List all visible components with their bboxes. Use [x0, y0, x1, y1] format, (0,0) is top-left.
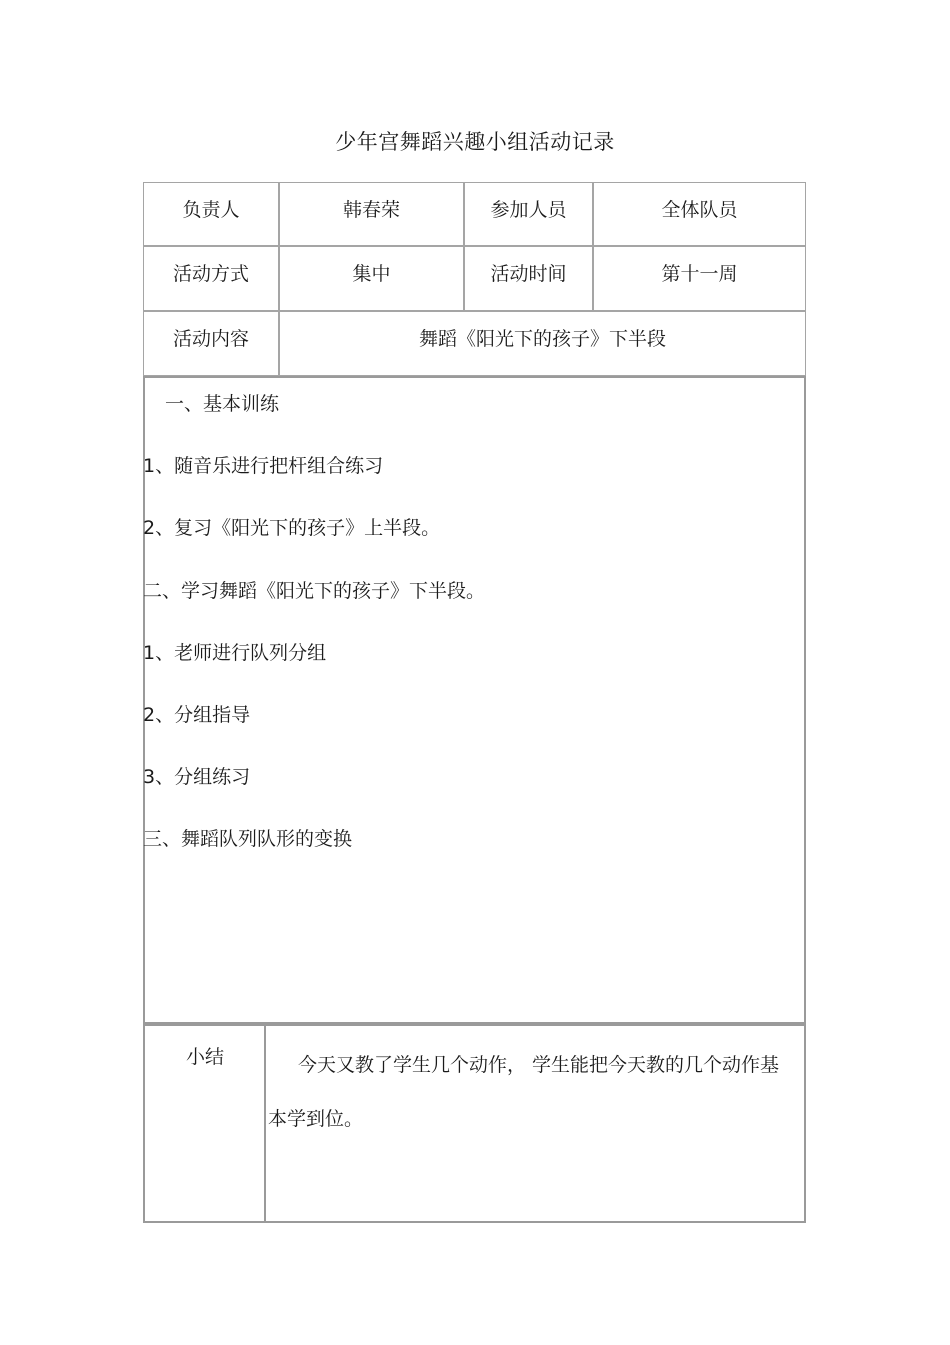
page-title: 少年宫舞蹈兴趣小组活动记录: [335, 130, 615, 154]
participants-value: 全体队员: [593, 182, 806, 246]
method-value: 集中: [279, 246, 464, 311]
summary-label: 小结: [185, 1046, 224, 1068]
detail-line: 3、分组练习: [143, 766, 251, 788]
detail-line: 三、舞蹈队列队形的变换: [143, 828, 353, 850]
participants-label: 参加人员: [464, 182, 593, 246]
detail-line: 1、随音乐进行把杆组合练习: [143, 455, 384, 477]
detail-line: 一、基本训练: [165, 393, 280, 415]
responsible-label: 负责人: [143, 182, 279, 246]
method-label: 活动方式: [143, 246, 279, 311]
time-value: 第十一周: [593, 246, 806, 311]
detail-line: 2、复习《阳光下的孩子》上半段。: [143, 517, 441, 539]
time-label: 活动时间: [464, 246, 593, 311]
responsible-value: 韩春荣: [279, 182, 464, 246]
detail-line: 二、学习舞蹈《阳光下的孩子》下半段。: [143, 580, 486, 602]
summary-text: 今天又教了学生几个动作， 学生能把今天教的几个动作基本学到位。: [268, 1054, 780, 1130]
detail-line: 1、老师进行队列分组: [143, 642, 327, 664]
content-label: 活动内容: [143, 311, 279, 376]
detail-line: 2、分组指导: [143, 704, 251, 726]
content-value: 舞蹈《阳光下的孩子》下半段: [279, 311, 806, 376]
